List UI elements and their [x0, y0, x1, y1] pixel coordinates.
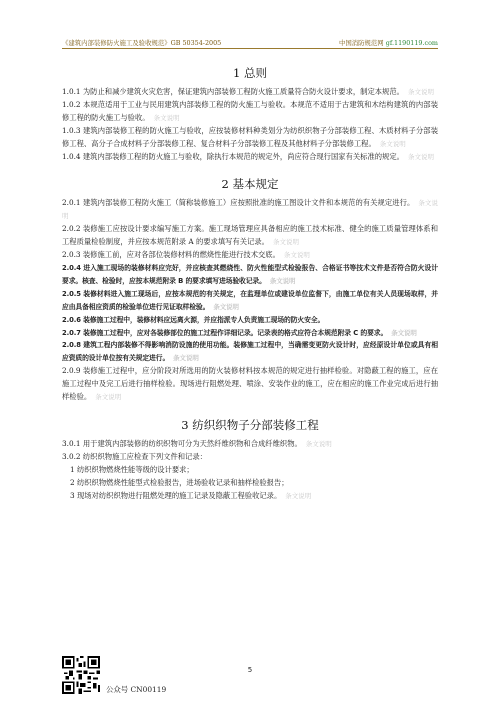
- clause-2-0-8: 2.0.8 建筑工程内部装修不得影响消防设施的使用功能。装修施工过程中，当确需变更防火设计时，应经原设计单位或具有相应资质的设计单位按有关规定进行。 条文说明: [62, 341, 438, 363]
- explanation-link[interactable]: 条文说明: [213, 302, 239, 311]
- clause-3-0-1: 3.0.1 用于建筑内部装修的纺织织物可分为天然纤维织物和合成纤维织物。 条文说明: [62, 438, 332, 448]
- page-header: [62, 36, 438, 49]
- qr-code-icon: [62, 656, 100, 694]
- clause-1-0-1: 1.0.1 为防止和减少建筑火灾危害，保证建筑内部装修工程防火施工质量符合防火设计要求，制定本规范。 条文说明: [62, 87, 434, 96]
- clause-2-0-5: 2.0.5 装修材料进入施工现场后，应按本规范的有关规定，在监理单位或建设单位监督下，由施工单位有关人员现场取样，并应由具备相应资质的检验单位进行见证取样检验。 条文说明: [62, 289, 438, 311]
- clause-2-0-7: 2.0.7 装修施工过程中，应对各装修部位的施工过程作详细记录。记录表的格式应符合本规范附录 C 的要求。 条文说明: [62, 328, 417, 337]
- header-doc-title: 《建筑内部装修防火施工及验收规范》GB 50354-2005: [62, 39, 222, 47]
- clause-2-0-3: 2.0.3 装修施工前，应对各部位装修材料的燃烧性能进行技术交底。 条文说明: [62, 250, 310, 260]
- clause-2-0-1: 2.0.1 建筑内部装修工程防火施工（简称装修施工）应按照批准的施工图设计文件和本规范的有关规定进行。 条文说明: [62, 198, 438, 221]
- clause-2-0-2: 2.0.2 装修施工应按设计要求编写施工方案。施工现场管理应具备相应的施工技术标准、健全的施工质量管理体系和工程质量检验制度，并应按本规范附录 A 的要求填写有关记录。 条文说明: [62, 224, 438, 247]
- explanation-link[interactable]: 条文说明: [407, 152, 434, 161]
- explanation-link[interactable]: 条文说明: [379, 139, 406, 148]
- clause-1-0-3: 1.0.3 建筑内部装修工程的防火施工与验收，应按装修材料种类划分为纺织织物子分部装修工程、木质材料子分部装修工程、高分子合成材料子分部装修工程、复合材料子分部装修工程及其他材料子分部装修工程。 条文说明: [62, 125, 438, 148]
- page-footer: [62, 656, 438, 702]
- clause-1-0-2: 1.0.2 本规范适用于工业与民用建筑内部装修工程的防火施工与验收。本规范不适用于古建筑和木结构建筑的内部装修工程的防火施工与验收。 条文说明: [62, 99, 438, 122]
- explanation-link[interactable]: 条文说明: [62, 199, 438, 221]
- wechat-account-label: 公众号 CN00119: [106, 685, 167, 694]
- explanation-link[interactable]: 条文说明: [173, 354, 199, 363]
- section-title-2: 2 基本规定: [221, 177, 279, 192]
- list-item: 1 纺织织物燃烧性能等级的设计要求；: [70, 464, 194, 474]
- list-item: 3 现场对纺织织物进行阻燃处理的施工记录及隐蔽工程验收记录。 条文说明: [70, 490, 312, 500]
- section-title-3: 3 纺织织物子分部装修工程: [181, 417, 319, 432]
- explanation-link[interactable]: 条文说明: [305, 439, 332, 448]
- explanation-link[interactable]: 条文说明: [269, 276, 296, 285]
- explanation-link[interactable]: 条文说明: [285, 491, 312, 500]
- explanation-link[interactable]: 条文说明: [391, 328, 417, 337]
- section-title-1: 1 总则: [233, 66, 267, 80]
- page-number: 5: [247, 666, 253, 674]
- clause-3-0-2: 3.0.2 纺织织物施工应检查下列文件和记录：: [62, 451, 207, 461]
- clause-2-0-4: 2.0.4 进入施工现场的装修材料应完好，并应核查其燃烧性、防火性能型式检验报告、合格证书等技术文件是否符合防火设计要求。核查、检验时，应按本规范附录 B 的要求填写进场验收记录。 条文说明: [62, 263, 438, 285]
- header-site: [339, 38, 438, 47]
- clause-2-0-6: 2.0.6 装修施工过程中，装修材料应远离火源，并应指派专人负责施工现场的防火安全。: [62, 315, 325, 324]
- header-site-url[interactable]: gf.1190119.com: [385, 39, 438, 47]
- page-content: [62, 60, 438, 502]
- list-item: 2 纺织织物燃烧性能型式检验报告，进场验收记录和抽样检验报告；: [70, 477, 289, 487]
- explanation-link[interactable]: 条文说明: [153, 113, 180, 122]
- clause-1-0-4: 1.0.4 建筑内部装修工程的防火施工与验收，除执行本规范的规定外，尚应符合现行国家有关标准的规定。 条文说明: [62, 151, 434, 161]
- explanation-link[interactable]: 条文说明: [272, 238, 299, 247]
- explanation-link[interactable]: 条文说明: [407, 88, 434, 96]
- clause-2-0-9: 2.0.9 装修施工过程中，应分阶段对所选用的防火装修材料按本规范的规定进行抽样检验。对隐蔽工程的施工，应在施工过程中及完工后进行抽样检验。现场进行阻燃处理、喷涂、安装作业的施工，应在相应的施工作业完成后进行抽样检验。 条文说明: [62, 366, 438, 402]
- explanation-link[interactable]: 条文说明: [95, 393, 122, 402]
- explanation-link[interactable]: 条文说明: [283, 251, 310, 260]
- header-site-name: 中国消防规范网: [338, 39, 384, 47]
